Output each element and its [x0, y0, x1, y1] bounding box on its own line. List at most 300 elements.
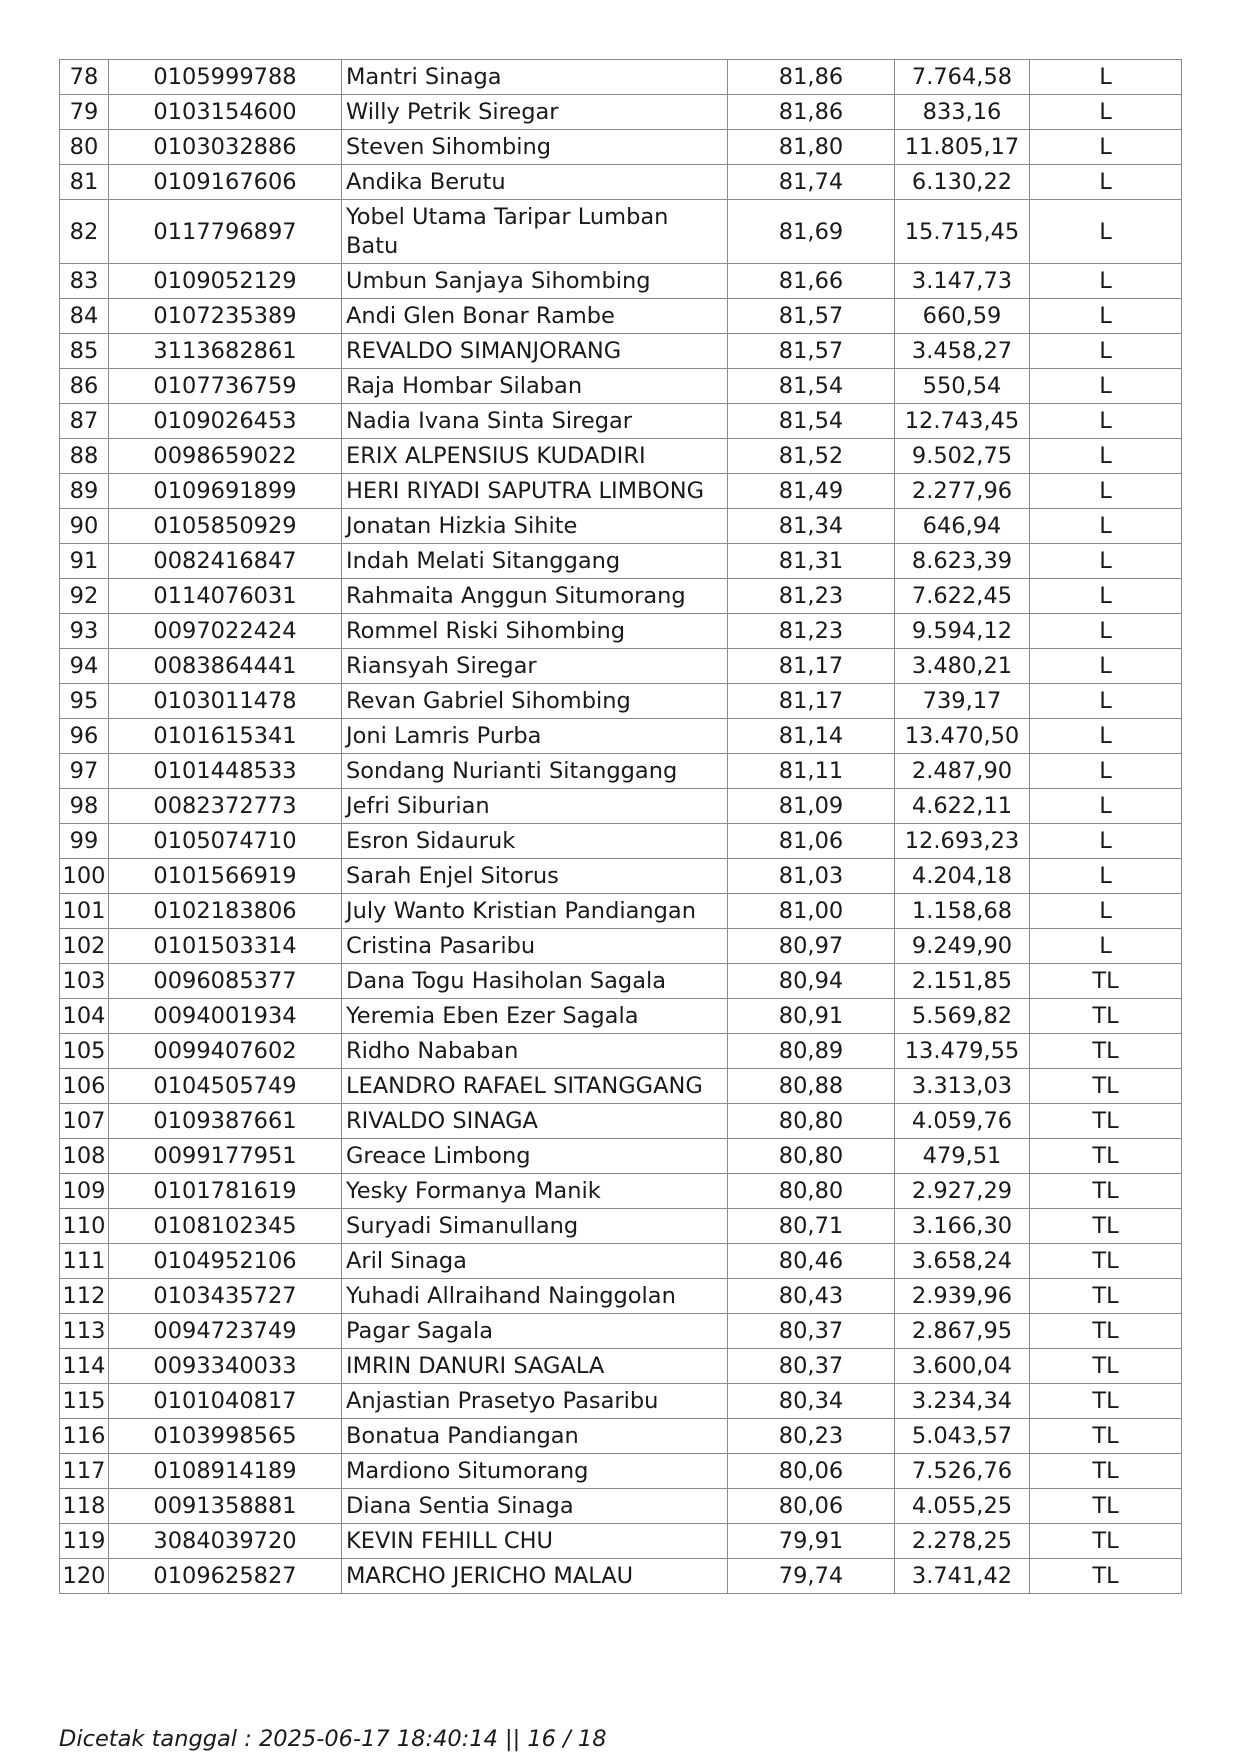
- row-status: L: [1030, 165, 1182, 200]
- row-value: 3.741,42: [895, 1559, 1030, 1594]
- row-status: TL: [1030, 964, 1182, 999]
- row-name: ERIX ALPENSIUS KUDADIRI: [342, 439, 728, 474]
- table-row: [60, 95, 1182, 130]
- row-number: 119: [60, 1524, 109, 1559]
- results-table: [59, 59, 1182, 1594]
- table-row: [60, 579, 1182, 614]
- row-number: 89: [60, 474, 109, 509]
- row-score: 79,74: [728, 1559, 895, 1594]
- row-name: Suryadi Simanullang: [342, 1209, 728, 1244]
- row-id: 0109387661: [109, 1104, 342, 1139]
- row-value: 7.622,45: [895, 579, 1030, 614]
- row-number: 104: [60, 999, 109, 1034]
- row-value: 9.502,75: [895, 439, 1030, 474]
- row-name: Sarah Enjel Sitorus: [342, 859, 728, 894]
- table-row: [60, 929, 1182, 964]
- row-name: Willy Petrik Siregar: [342, 95, 728, 130]
- table-row: [60, 1209, 1182, 1244]
- row-status: L: [1030, 614, 1182, 649]
- row-value: 5.043,57: [895, 1419, 1030, 1454]
- row-value: 13.479,55: [895, 1034, 1030, 1069]
- row-status: TL: [1030, 1454, 1182, 1489]
- row-status: L: [1030, 474, 1182, 509]
- row-status: L: [1030, 369, 1182, 404]
- row-value: 15.715,45: [895, 200, 1030, 264]
- row-score: 81,17: [728, 649, 895, 684]
- row-value: 833,16: [895, 95, 1030, 130]
- row-score: 80,80: [728, 1139, 895, 1174]
- row-value: 2.939,96: [895, 1279, 1030, 1314]
- table-row: [60, 60, 1182, 95]
- row-value: 479,51: [895, 1139, 1030, 1174]
- row-name: July Wanto Kristian Pandiangan: [342, 894, 728, 929]
- row-id: 0109625827: [109, 1559, 342, 1594]
- row-status: TL: [1030, 1209, 1182, 1244]
- row-number: 88: [60, 439, 109, 474]
- row-score: 80,37: [728, 1314, 895, 1349]
- row-name: Nadia Ivana Sinta Siregar: [342, 404, 728, 439]
- row-id: 0109691899: [109, 474, 342, 509]
- row-id: 0109052129: [109, 264, 342, 299]
- row-name: Esron Sidauruk: [342, 824, 728, 859]
- row-status: L: [1030, 299, 1182, 334]
- table-row: [60, 1244, 1182, 1279]
- row-score: 81,49: [728, 474, 895, 509]
- row-score: 80,88: [728, 1069, 895, 1104]
- row-status: L: [1030, 754, 1182, 789]
- row-number: 101: [60, 894, 109, 929]
- row-name: Yeremia Eben Ezer Sagala: [342, 999, 728, 1034]
- row-id: 0109167606: [109, 165, 342, 200]
- row-status: TL: [1030, 1384, 1182, 1419]
- row-number: 94: [60, 649, 109, 684]
- row-value: 2.487,90: [895, 754, 1030, 789]
- table-row: [60, 1314, 1182, 1349]
- row-number: 87: [60, 404, 109, 439]
- row-score: 80,43: [728, 1279, 895, 1314]
- row-number: 116: [60, 1419, 109, 1454]
- table-row: [60, 130, 1182, 165]
- row-score: 81,34: [728, 509, 895, 544]
- row-id: 0097022424: [109, 614, 342, 649]
- row-id: 0104952106: [109, 1244, 342, 1279]
- row-status: TL: [1030, 1349, 1182, 1384]
- row-value: 9.594,12: [895, 614, 1030, 649]
- row-score: 80,71: [728, 1209, 895, 1244]
- row-id: 0099407602: [109, 1034, 342, 1069]
- row-id: 0101781619: [109, 1174, 342, 1209]
- row-name: HERI RIYADI SAPUTRA LIMBONG: [342, 474, 728, 509]
- results-table-body: [60, 60, 1182, 1594]
- row-name: Mantri Sinaga: [342, 60, 728, 95]
- row-value: 7.526,76: [895, 1454, 1030, 1489]
- row-score: 81,54: [728, 404, 895, 439]
- row-value: 2.277,96: [895, 474, 1030, 509]
- row-status: TL: [1030, 999, 1182, 1034]
- row-id: 0114076031: [109, 579, 342, 614]
- row-number: 111: [60, 1244, 109, 1279]
- row-status: TL: [1030, 1524, 1182, 1559]
- row-name: Dana Togu Hasiholan Sagala: [342, 964, 728, 999]
- row-number: 91: [60, 544, 109, 579]
- row-value: 1.158,68: [895, 894, 1030, 929]
- row-value: 11.805,17: [895, 130, 1030, 165]
- row-name: Yuhadi Allraihand Nainggolan: [342, 1279, 728, 1314]
- row-name: LEANDRO RAFAEL SITANGGANG: [342, 1069, 728, 1104]
- row-number: 100: [60, 859, 109, 894]
- row-score: 80,46: [728, 1244, 895, 1279]
- row-status: TL: [1030, 1314, 1182, 1349]
- row-score: 80,37: [728, 1349, 895, 1384]
- row-name: Pagar Sagala: [342, 1314, 728, 1349]
- table-row: [60, 824, 1182, 859]
- row-number: 106: [60, 1069, 109, 1104]
- row-name: Rahmaita Anggun Situmorang: [342, 579, 728, 614]
- row-number: 79: [60, 95, 109, 130]
- row-name: Riansyah Siregar: [342, 649, 728, 684]
- table-row: [60, 334, 1182, 369]
- row-id: 0099177951: [109, 1139, 342, 1174]
- row-score: 80,89: [728, 1034, 895, 1069]
- row-number: 83: [60, 264, 109, 299]
- row-status: L: [1030, 929, 1182, 964]
- table-row: [60, 264, 1182, 299]
- row-number: 118: [60, 1489, 109, 1524]
- row-number: 112: [60, 1279, 109, 1314]
- row-status: TL: [1030, 1419, 1182, 1454]
- table-row: [60, 614, 1182, 649]
- row-status: L: [1030, 334, 1182, 369]
- row-id: 0096085377: [109, 964, 342, 999]
- row-value: 12.693,23: [895, 824, 1030, 859]
- row-status: L: [1030, 95, 1182, 130]
- row-value: 3.234,34: [895, 1384, 1030, 1419]
- row-value: 3.600,04: [895, 1349, 1030, 1384]
- row-number: 90: [60, 509, 109, 544]
- row-id: 0101503314: [109, 929, 342, 964]
- table-row: [60, 1279, 1182, 1314]
- table-row: [60, 544, 1182, 579]
- row-status: TL: [1030, 1034, 1182, 1069]
- table-row: [60, 1454, 1182, 1489]
- table-row: [60, 474, 1182, 509]
- row-status: TL: [1030, 1174, 1182, 1209]
- row-score: 81,52: [728, 439, 895, 474]
- row-score: 81,69: [728, 200, 895, 264]
- row-number: 115: [60, 1384, 109, 1419]
- row-score: 80,80: [728, 1104, 895, 1139]
- row-status: TL: [1030, 1104, 1182, 1139]
- table-row: [60, 404, 1182, 439]
- table-row: [60, 439, 1182, 474]
- row-number: 110: [60, 1209, 109, 1244]
- table-row: [60, 1384, 1182, 1419]
- row-id: 0103154600: [109, 95, 342, 130]
- table-row: [60, 1034, 1182, 1069]
- row-id: 0093340033: [109, 1349, 342, 1384]
- row-id: 0101040817: [109, 1384, 342, 1419]
- row-number: 107: [60, 1104, 109, 1139]
- row-status: L: [1030, 439, 1182, 474]
- row-value: 2.867,95: [895, 1314, 1030, 1349]
- row-id: 0103011478: [109, 684, 342, 719]
- row-id: 0083864441: [109, 649, 342, 684]
- table-row: [60, 299, 1182, 334]
- row-id: 0107736759: [109, 369, 342, 404]
- table-row: [60, 1104, 1182, 1139]
- table-row: [60, 369, 1182, 404]
- row-id: 3084039720: [109, 1524, 342, 1559]
- row-status: L: [1030, 200, 1182, 264]
- row-number: 95: [60, 684, 109, 719]
- row-id: 0105850929: [109, 509, 342, 544]
- row-number: 109: [60, 1174, 109, 1209]
- row-name: Umbun Sanjaya Sihombing: [342, 264, 728, 299]
- table-row: [60, 719, 1182, 754]
- table-row: [60, 1139, 1182, 1174]
- row-number: 96: [60, 719, 109, 754]
- table-row: [60, 859, 1182, 894]
- row-name: Bonatua Pandiangan: [342, 1419, 728, 1454]
- row-value: 13.470,50: [895, 719, 1030, 754]
- row-id: 0094001934: [109, 999, 342, 1034]
- row-value: 9.249,90: [895, 929, 1030, 964]
- row-id: 0107235389: [109, 299, 342, 334]
- row-score: 81,31: [728, 544, 895, 579]
- table-row: [60, 684, 1182, 719]
- row-status: L: [1030, 684, 1182, 719]
- row-value: 4.622,11: [895, 789, 1030, 824]
- row-status: TL: [1030, 1279, 1182, 1314]
- row-id: 3113682861: [109, 334, 342, 369]
- row-status: TL: [1030, 1069, 1182, 1104]
- row-score: 81,74: [728, 165, 895, 200]
- row-status: L: [1030, 509, 1182, 544]
- row-name: RIVALDO SINAGA: [342, 1104, 728, 1139]
- row-value: 3.480,21: [895, 649, 1030, 684]
- row-id: 0104505749: [109, 1069, 342, 1104]
- row-id: 0101566919: [109, 859, 342, 894]
- row-name: Diana Sentia Sinaga: [342, 1489, 728, 1524]
- row-value: 4.055,25: [895, 1489, 1030, 1524]
- row-name: Steven Sihombing: [342, 130, 728, 165]
- row-value: 550,54: [895, 369, 1030, 404]
- table-row: [60, 509, 1182, 544]
- row-number: 117: [60, 1454, 109, 1489]
- row-name: KEVIN FEHILL CHU: [342, 1524, 728, 1559]
- row-status: L: [1030, 859, 1182, 894]
- row-number: 108: [60, 1139, 109, 1174]
- row-name: REVALDO SIMANJORANG: [342, 334, 728, 369]
- row-id: 0101615341: [109, 719, 342, 754]
- row-number: 105: [60, 1034, 109, 1069]
- table-row: [60, 999, 1182, 1034]
- row-number: 92: [60, 579, 109, 614]
- row-status: L: [1030, 404, 1182, 439]
- row-status: TL: [1030, 1139, 1182, 1174]
- row-number: 102: [60, 929, 109, 964]
- row-score: 81,09: [728, 789, 895, 824]
- row-value: 739,17: [895, 684, 1030, 719]
- row-value: 4.204,18: [895, 859, 1030, 894]
- row-status: TL: [1030, 1489, 1182, 1524]
- row-status: L: [1030, 649, 1182, 684]
- row-name: Andika Berutu: [342, 165, 728, 200]
- row-name: Joni Lamris Purba: [342, 719, 728, 754]
- row-id: 0094723749: [109, 1314, 342, 1349]
- row-value: 3.313,03: [895, 1069, 1030, 1104]
- row-score: 81,23: [728, 614, 895, 649]
- row-number: 85: [60, 334, 109, 369]
- row-number: 97: [60, 754, 109, 789]
- row-score: 81,66: [728, 264, 895, 299]
- row-score: 80,94: [728, 964, 895, 999]
- row-number: 98: [60, 789, 109, 824]
- row-score: 81,23: [728, 579, 895, 614]
- row-score: 81,54: [728, 369, 895, 404]
- row-score: 81,00: [728, 894, 895, 929]
- row-score: 80,34: [728, 1384, 895, 1419]
- row-status: L: [1030, 579, 1182, 614]
- row-name: Cristina Pasaribu: [342, 929, 728, 964]
- row-id: 0108102345: [109, 1209, 342, 1244]
- row-value: 2.278,25: [895, 1524, 1030, 1559]
- row-id: 0105999788: [109, 60, 342, 95]
- table-row: [60, 964, 1182, 999]
- row-status: TL: [1030, 1244, 1182, 1279]
- row-name: Sondang Nurianti Sitanggang: [342, 754, 728, 789]
- table-row: [60, 789, 1182, 824]
- row-value: 6.130,22: [895, 165, 1030, 200]
- row-id: 0098659022: [109, 439, 342, 474]
- row-score: 80,06: [728, 1454, 895, 1489]
- results-table-container: [59, 59, 1182, 1594]
- row-name: Yesky Formanya Manik: [342, 1174, 728, 1209]
- row-name: Rommel Riski Sihombing: [342, 614, 728, 649]
- table-row: [60, 1349, 1182, 1384]
- row-score: 81,86: [728, 60, 895, 95]
- row-status: L: [1030, 264, 1182, 299]
- row-status: L: [1030, 824, 1182, 859]
- table-row: [60, 1174, 1182, 1209]
- print-footer: Dicetak tanggal : 2025-06-17 18:40:14 || 16 / 18: [59, 1726, 607, 1752]
- row-id: 0103998565: [109, 1419, 342, 1454]
- row-number: 113: [60, 1314, 109, 1349]
- row-value: 3.166,30: [895, 1209, 1030, 1244]
- row-number: 99: [60, 824, 109, 859]
- row-number: 78: [60, 60, 109, 95]
- row-value: 8.623,39: [895, 544, 1030, 579]
- row-id: 0108914189: [109, 1454, 342, 1489]
- row-number: 82: [60, 200, 109, 264]
- row-number: 80: [60, 130, 109, 165]
- row-name: Raja Hombar Silaban: [342, 369, 728, 404]
- row-value: 12.743,45: [895, 404, 1030, 439]
- row-score: 80,97: [728, 929, 895, 964]
- row-number: 114: [60, 1349, 109, 1384]
- row-name: Anjastian Prasetyo Pasaribu: [342, 1384, 728, 1419]
- row-score: 81,14: [728, 719, 895, 754]
- row-name: Indah Melati Sitanggang: [342, 544, 728, 579]
- row-name: Jefri Siburian: [342, 789, 728, 824]
- row-score: 80,06: [728, 1489, 895, 1524]
- row-value: 2.151,85: [895, 964, 1030, 999]
- row-value: 660,59: [895, 299, 1030, 334]
- row-id: 0117796897: [109, 200, 342, 264]
- row-value: 7.764,58: [895, 60, 1030, 95]
- row-name: Revan Gabriel Sihombing: [342, 684, 728, 719]
- row-status: L: [1030, 789, 1182, 824]
- row-status: L: [1030, 130, 1182, 165]
- row-score: 80,91: [728, 999, 895, 1034]
- table-row: [60, 894, 1182, 929]
- row-number: 120: [60, 1559, 109, 1594]
- row-id: 0105074710: [109, 824, 342, 859]
- row-name: Ridho Nababan: [342, 1034, 728, 1069]
- row-status: L: [1030, 60, 1182, 95]
- row-value: 2.927,29: [895, 1174, 1030, 1209]
- row-id: 0102183806: [109, 894, 342, 929]
- row-name: Yobel Utama Taripar Lumban Batu: [342, 200, 728, 264]
- table-row: [60, 165, 1182, 200]
- table-row: [60, 649, 1182, 684]
- row-score: 81,03: [728, 859, 895, 894]
- row-number: 86: [60, 369, 109, 404]
- row-status: TL: [1030, 1559, 1182, 1594]
- row-value: 3.147,73: [895, 264, 1030, 299]
- row-score: 81,57: [728, 334, 895, 369]
- row-score: 80,80: [728, 1174, 895, 1209]
- row-score: 79,91: [728, 1524, 895, 1559]
- row-id: 0082372773: [109, 789, 342, 824]
- row-number: 84: [60, 299, 109, 334]
- row-value: 3.658,24: [895, 1244, 1030, 1279]
- row-name: Aril Sinaga: [342, 1244, 728, 1279]
- row-score: 81,11: [728, 754, 895, 789]
- table-row: [60, 754, 1182, 789]
- row-score: 80,23: [728, 1419, 895, 1454]
- row-id: 0082416847: [109, 544, 342, 579]
- row-id: 0091358881: [109, 1489, 342, 1524]
- table-row: [60, 1524, 1182, 1559]
- row-score: 81,86: [728, 95, 895, 130]
- row-number: 103: [60, 964, 109, 999]
- row-status: L: [1030, 544, 1182, 579]
- row-number: 81: [60, 165, 109, 200]
- row-status: L: [1030, 719, 1182, 754]
- table-row: [60, 1419, 1182, 1454]
- row-id: 0101448533: [109, 754, 342, 789]
- row-score: 81,17: [728, 684, 895, 719]
- row-id: 0109026453: [109, 404, 342, 439]
- table-row: [60, 1069, 1182, 1104]
- row-id: 0103032886: [109, 130, 342, 165]
- row-score: 81,06: [728, 824, 895, 859]
- table-row: [60, 200, 1182, 264]
- table-row: [60, 1559, 1182, 1594]
- row-id: 0103435727: [109, 1279, 342, 1314]
- row-name: Greace Limbong: [342, 1139, 728, 1174]
- row-name: Jonatan Hizkia Sihite: [342, 509, 728, 544]
- row-status: L: [1030, 894, 1182, 929]
- row-value: 4.059,76: [895, 1104, 1030, 1139]
- row-name: Andi Glen Bonar Rambe: [342, 299, 728, 334]
- row-value: 3.458,27: [895, 334, 1030, 369]
- row-value: 646,94: [895, 509, 1030, 544]
- row-name: IMRIN DANURI SAGALA: [342, 1349, 728, 1384]
- row-value: 5.569,82: [895, 999, 1030, 1034]
- row-number: 93: [60, 614, 109, 649]
